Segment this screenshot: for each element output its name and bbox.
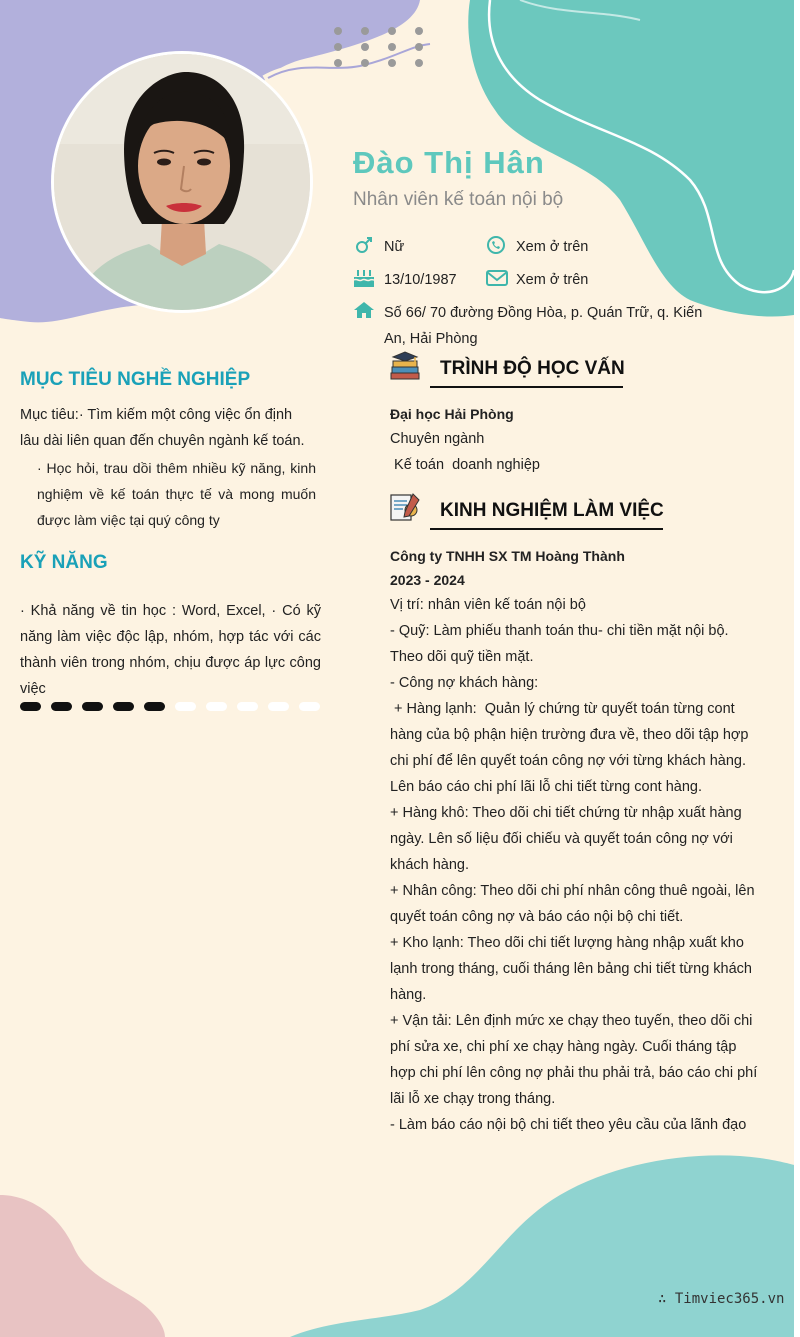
education-underline <box>430 386 623 388</box>
objective-line2: lâu dài liên quan đến chuyên ngành kế toán. <box>20 433 305 449</box>
experience-line: + Nhân công: Theo dõi chi phí nhân công thuê ngoài, lên <box>390 883 755 899</box>
experience-line: + Hàng lạnh: Quản lý chứng từ quyết toán từng cont <box>390 701 735 717</box>
birthday-value: 13/10/1987 <box>384 272 457 288</box>
avatar <box>54 54 310 310</box>
experience-line: chi phí để lên quyết toán công nợ với từng khách hàng. <box>390 753 747 769</box>
skill-pill-empty <box>268 702 289 711</box>
experience-line: ngày. Lên số liệu đối chiếu và quyết toán công nợ với <box>390 831 733 847</box>
email-value: Xem ở trên <box>516 272 589 288</box>
address-line2: An, Hải Phòng <box>384 331 478 347</box>
experience-line: + Vận tải: Lên định mức xe chạy theo tuyến, theo dõi chi <box>390 1013 753 1029</box>
address-line1: Số 66/ 70 đường Đồng Hòa, p. Quán Trữ, q. Kiến <box>384 305 703 321</box>
skill-pill-filled <box>20 702 41 711</box>
phone-value: Xem ở trên <box>516 239 589 255</box>
experience-line: hàng của bộ phận hiện trường đưa về, theo dõi tập hợp <box>390 727 749 743</box>
experience-line: Vị trí: nhân viên kế toán nội bộ <box>390 597 586 613</box>
experience-line: - Công nợ khách hàng: <box>390 675 539 691</box>
experience-line: hàng. <box>390 987 427 1003</box>
experience-period: 2023 - 2024 <box>390 572 465 588</box>
experience-title: KINH NGHIỆM LÀM VIỆC <box>440 500 664 521</box>
experience-line: khách hàng. <box>390 857 470 873</box>
skill-pill-filled <box>82 702 103 711</box>
experience-line: + Kho lạnh: Theo dõi chi tiết lượng hàng nhập xuất kho <box>390 935 744 951</box>
skill-pill-empty <box>206 702 227 711</box>
skill-pill-filled <box>51 702 72 711</box>
skill-pill-filled <box>144 702 165 711</box>
skill-pill-filled <box>113 702 134 711</box>
experience-line: + Hàng khô: Theo dõi chi tiết chứng từ nhập xuất hàng <box>390 805 742 821</box>
experience-line: - Quỹ: Làm phiếu thanh toán thu- chi tiền mặt nội bộ. <box>390 623 729 639</box>
job-title: Nhân viên kế toán nội bộ <box>353 189 564 210</box>
skill-pill-empty <box>299 702 320 711</box>
skills-text: · Khả năng về tin học : Word, Excel, · Có kỹ năng làm việc độc lập, nhóm, hợp tác với các thành viên trong nhóm, chịu được áp lực công việc <box>20 603 321 697</box>
experience-line: lãi lỗ xe chạy trong tháng. <box>390 1091 556 1107</box>
experience-underline <box>430 528 663 530</box>
education-major: Kế toán doanh nghiệp <box>390 457 540 473</box>
gender-value: Nữ <box>384 239 405 255</box>
experience-line: - Làm báo cáo nội bộ chi tiết theo yêu cầu của lãnh đạo <box>390 1117 747 1133</box>
experience-line: hợp chi phí lên công nợ phải thu phải trả, báo cáo chi phí <box>390 1065 758 1081</box>
education-major-label: Chuyên ngành <box>390 431 485 447</box>
email-icon <box>486 270 508 286</box>
candidate-name: Đào Thị Hân <box>353 145 545 180</box>
skills-title: KỸ NĂNG <box>20 552 108 573</box>
experience-line: Lên báo cáo chi phí lãi lỗ chi tiết từng cont hàng. <box>390 779 702 795</box>
home-icon <box>353 301 375 319</box>
education-school: Đại học Hải Phòng <box>390 406 514 422</box>
objective-bullet: · Học hỏi, trau dồi thêm nhiều kỹ năng, kinh nghiệm về kế toán thực tế và mong muốn được làm việc tại quý công ty <box>37 460 316 528</box>
birthday-icon <box>353 268 375 288</box>
teal-blob-bottom <box>290 1155 794 1337</box>
phone-icon <box>486 235 506 255</box>
skill-pill-empty <box>175 702 196 711</box>
footer-brand: ∴ Timviec365.vn <box>658 1291 785 1307</box>
education-icon <box>389 351 421 381</box>
objective-line1: Mục tiêu:· Tìm kiếm một công việc ổn định <box>20 407 293 423</box>
experience-line: Theo dõi quỹ tiền mặt. <box>390 649 534 665</box>
education-title: TRÌNH ĐỘ HỌC VẤN <box>440 358 625 379</box>
experience-line: quyết toán công nợ và báo cáo nội bộ chi tiết. <box>390 909 684 925</box>
experience-line: lạnh trong tháng, cuối tháng lên bảng chi tiết từng khách <box>390 961 752 977</box>
pink-blob <box>0 1195 165 1337</box>
experience-company: Công ty TNHH SX TM Hoàng Thành <box>390 548 625 564</box>
experience-details <box>390 592 775 1138</box>
objective-title: MỤC TIÊU NGHỀ NGHIỆP <box>20 369 251 390</box>
experience-line: phí sửa xe, chi phí xe chạy hàng ngày. Cuối tháng tập <box>390 1039 737 1055</box>
experience-icon <box>389 492 421 522</box>
gender-icon <box>354 236 374 256</box>
skill-pill-empty <box>237 702 258 711</box>
skill-level-bar <box>20 702 320 711</box>
